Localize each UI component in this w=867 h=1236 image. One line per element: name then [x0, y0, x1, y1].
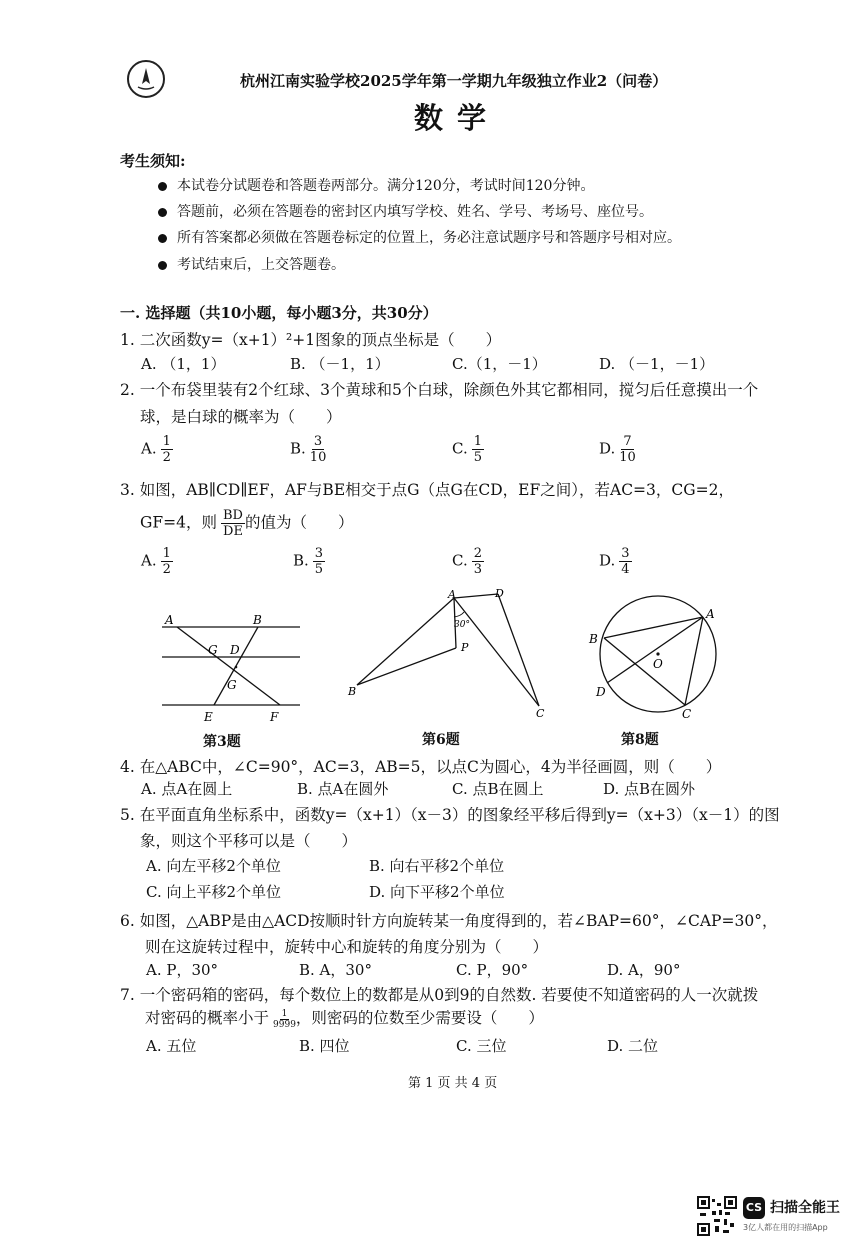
question-2-option-b: B. $\frac{3}{10}$ [290, 434, 327, 465]
bullet-icon [158, 208, 167, 217]
segment-pb [357, 648, 456, 685]
label-c: C [682, 707, 692, 721]
question-5-option-a: A. 向左平移2个单位 [146, 857, 281, 875]
question-7-option-c: C. 三位 [456, 1037, 507, 1055]
label-c: C [536, 707, 545, 720]
label-g-upper: G [208, 643, 218, 657]
question-6-option-b: B. A，30° [299, 961, 372, 979]
label-p: P [461, 641, 469, 654]
subject-title: 数学 [414, 101, 501, 135]
label-d: D [596, 685, 606, 699]
label-a: A [448, 588, 456, 601]
section-heading: 一. 选择题（共10小题，每小题3分，共30分） [120, 304, 438, 322]
camscanner-logo: CS [743, 1197, 765, 1219]
question-7-option-a: A. 五位 [146, 1037, 197, 1055]
question-7-line-2: 对密码的概率小于 $\frac{1}{9999}$ ，则密码的位数至少需要设（ ） [145, 1008, 544, 1030]
label-a: A [165, 613, 174, 627]
school-logo [127, 60, 165, 98]
question-4-option-a: A. 点A在圆上 [141, 780, 233, 798]
label-d: D [495, 587, 504, 600]
segment-af [177, 627, 280, 705]
question-7-option-d: D. 二位 [607, 1037, 659, 1055]
label-o: O [653, 657, 663, 671]
question-6-option-a: A. P，30° [146, 961, 219, 979]
question-4-option-b: B. 点A在圆外 [297, 780, 389, 798]
question-4-option-d: D. 点B在圆外 [603, 780, 696, 798]
label-a: A [706, 607, 715, 621]
question-3-option-d: D. $\frac{3}{4}$ [599, 546, 630, 577]
question-3-option-b: B. $\frac{3}{5}$ [293, 546, 324, 577]
angle-arc [454, 612, 464, 617]
notice-item: 答题前，必须在答题卷的密封区内填写学校、姓名、学号、考场号、座位号。 [158, 201, 653, 221]
camscanner-tagline: 3亿人都在用的扫描App [743, 1223, 828, 1232]
question-4-option-c: C. 点B在圆上 [452, 780, 544, 798]
question-6-option-c: C. P，90° [456, 961, 529, 979]
label-g: G [227, 678, 237, 692]
question-5-line-1: 5. 在平面直角坐标系中，函数y=（x+1）（x－3）的图象经平移后得到y=（x+3）（x－1）的图 [120, 806, 780, 824]
figure-6-caption: 第6题 [422, 732, 460, 748]
question-3-option-c: C. $\frac{2}{3}$ [452, 546, 482, 577]
label-b: B [253, 613, 262, 627]
question-5-option-c: C. 向上平移2个单位 [146, 883, 282, 901]
page-footer: 第 1 页 共 4 页 [408, 1076, 498, 1091]
camscanner-brand: 扫描全能王 [770, 1200, 840, 1216]
question-3-line-2: GF=4，则 $\frac{BD}{DE}$ 的值为（ ） [140, 508, 354, 539]
chord-ac [685, 617, 703, 705]
label-angle: 30° [454, 620, 470, 630]
point-g [235, 666, 238, 669]
question-6-option-d: D. A，90° [607, 961, 681, 979]
label-f: F [270, 710, 279, 724]
question-2-option-d: D. $\frac{7}{10}$ [599, 434, 636, 465]
question-2-line-2: 球，是白球的概率为（ ） [140, 408, 342, 426]
label-d: D [230, 643, 240, 657]
question-5-option-d: D. 向下平移2个单位 [369, 883, 505, 901]
question-3-option-a: A. $\frac{1}{2}$ [141, 546, 171, 577]
figure-6 [340, 585, 555, 720]
question-3-line-1: 3. 如图，AB∥CD∥EF，AF与BE相交于点G（点G在CD，EF之间），若AC=3，CG=2， [120, 481, 734, 499]
segment-ab [357, 598, 454, 685]
notice-item: 本试卷分试题卷和答题卷两部分。满分120分，考试时间120分钟。 [158, 175, 594, 195]
question-1-option-a: A. （1，1） [141, 355, 226, 373]
question-1-option-c: C.（1，－1） [452, 355, 547, 373]
segment-dc [498, 594, 539, 706]
question-4-stem: 4. 在△ABC中，∠C=90°，AC=3，AB=5，以点C为圆心，4为半径画圆，则（ ） [120, 758, 722, 776]
label-e: E [204, 710, 213, 724]
figure-8-caption: 第8题 [621, 732, 659, 748]
question-2-option-a: A. $\frac{1}{2}$ [141, 434, 171, 465]
bullet-icon [158, 182, 167, 191]
qr-code-icon [697, 1196, 737, 1236]
figure-3-caption: 第3题 [203, 734, 241, 750]
question-2-option-c: C. $\frac{1}{5}$ [452, 434, 482, 465]
question-6-line-2: 则在这旋转过程中，旋转中心和旋转的角度分别为（ ） [145, 938, 549, 956]
segment-ad [454, 594, 498, 598]
question-7-line-1: 7. 一个密码箱的密码，每个数位上的数都是从0到9的自然数. 若要使不知道密码的人一次就拨 [120, 986, 759, 1004]
question-6-line-1: 6. 如图，△ABP是由△ACD按顺时针方向旋转某一角度得到的，若∠BAP=60°，∠CAP=30°， [120, 912, 778, 930]
question-5-line-2: 象，则这个平移可以是（ ） [140, 832, 358, 850]
label-b: B [348, 685, 357, 698]
bullet-icon [158, 261, 167, 270]
question-1-option-d: D. （－1，－1） [599, 355, 715, 373]
question-5-option-b: B. 向右平移2个单位 [369, 857, 505, 875]
exam-header: 杭州江南实验学校2025学年第一学期九年级独立作业2（问卷） [240, 72, 668, 90]
figure-8 [585, 592, 725, 727]
notice-item: 考试结束后，上交答题卷。 [158, 254, 345, 274]
center-point [656, 652, 659, 655]
question-1-option-b: B. （－1，1） [290, 355, 390, 373]
question-1-stem: 1. 二次函数y=（x+1）²+1图象的顶点坐标是（ ） [120, 331, 502, 349]
notice-item: 所有答案都必须做在答题卷标定的位置上，务必注意试题序号和答题序号相对应。 [158, 227, 681, 247]
question-7-option-b: B. 四位 [299, 1037, 350, 1055]
question-2-line-1: 2. 一个布袋里装有2个红球、3个黄球和5个白球，除颜色外其它都相同，搅匀后任意摸出一个 [120, 381, 759, 399]
bullet-icon [158, 234, 167, 243]
label-b: B [589, 632, 598, 646]
notice-heading: 考生须知: [120, 152, 186, 170]
figure-3 [150, 605, 320, 725]
